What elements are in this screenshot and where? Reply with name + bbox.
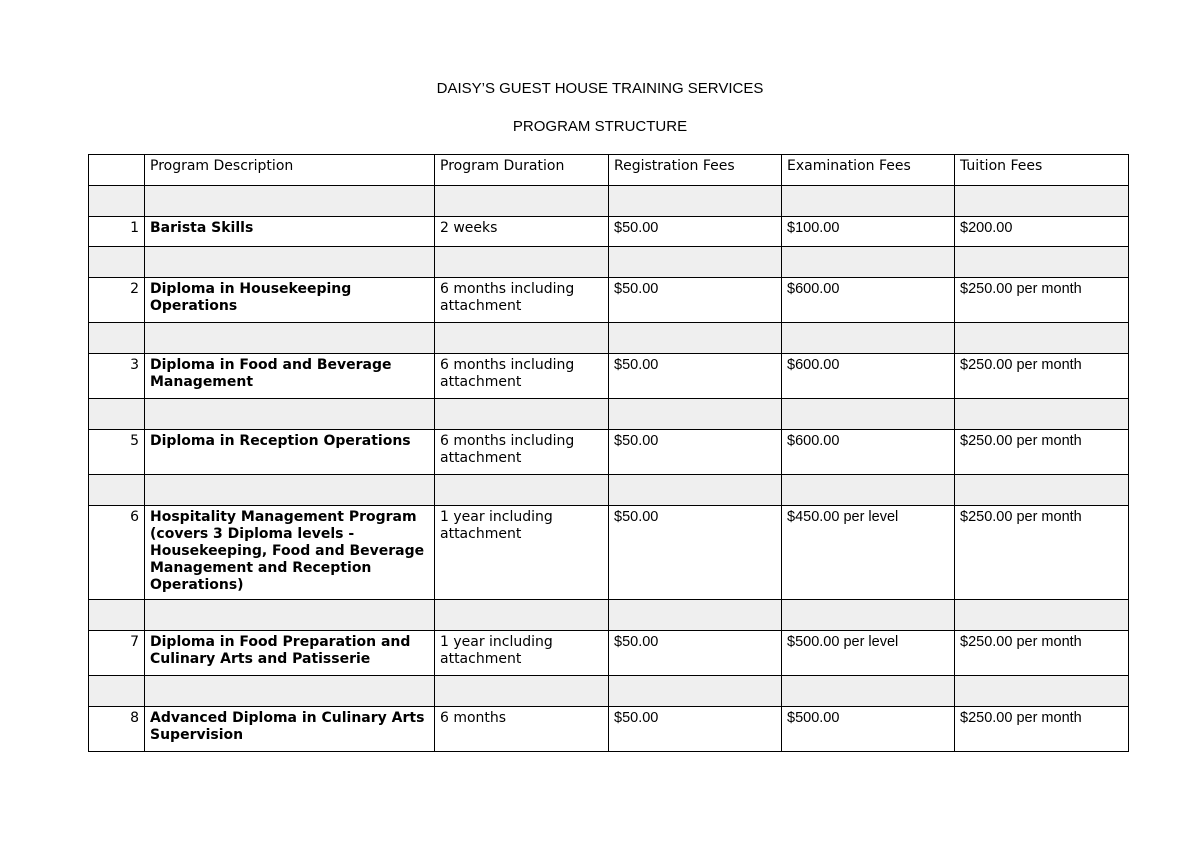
row-number: 8 — [89, 707, 145, 752]
program-description: Diploma in Housekeeping Operations — [145, 278, 435, 323]
row-number: 7 — [89, 631, 145, 676]
registration-fee: $50.00 — [609, 278, 782, 323]
spacer-row — [89, 475, 1129, 506]
spacer-row — [89, 399, 1129, 430]
examination-fee: $500.00 — [782, 707, 955, 752]
examination-fee: $600.00 — [782, 430, 955, 475]
program-description: Diploma in Food Preparation and Culinary Arts and Patisserie — [145, 631, 435, 676]
document-subtitle: PROGRAM STRUCTURE — [512, 118, 688, 135]
tuition-fee: $250.00 per month — [955, 354, 1129, 399]
table-row — [89, 354, 1129, 399]
header-cell-duration: Program Duration — [435, 155, 609, 186]
table-row — [89, 278, 1129, 323]
program-duration: 6 months including attachment — [435, 354, 609, 399]
program-structure-table — [88, 154, 1129, 752]
registration-fee: $50.00 — [609, 354, 782, 399]
program-duration: 2 weeks — [435, 217, 609, 247]
program-duration: 6 months including attachment — [435, 430, 609, 475]
row-number: 1 — [89, 217, 145, 247]
row-number: 2 — [89, 278, 145, 323]
program-duration: 6 months including attachment — [435, 278, 609, 323]
spacer-row — [89, 323, 1129, 354]
spacer-row — [89, 186, 1129, 217]
tuition-fee: $250.00 per month — [955, 430, 1129, 475]
program-description: Diploma in Food and Beverage Management — [145, 354, 435, 399]
spacer-row — [89, 247, 1129, 278]
table-row — [89, 217, 1129, 247]
table-row — [89, 506, 1129, 600]
header-cell-registration: Registration Fees — [609, 155, 782, 186]
tuition-fee: $250.00 per month — [955, 631, 1129, 676]
row-number: 5 — [89, 430, 145, 475]
table-header-row — [89, 155, 1129, 186]
registration-fee: $50.00 — [609, 430, 782, 475]
tuition-fee: $250.00 per month — [955, 278, 1129, 323]
spacer-row — [89, 600, 1129, 631]
program-duration: 1 year including attachment — [435, 631, 609, 676]
row-number: 6 — [89, 506, 145, 600]
table-row — [89, 631, 1129, 676]
registration-fee: $50.00 — [609, 217, 782, 247]
program-description: Hospitality Management Program (covers 3 Diploma levels - Housekeeping, Food and Beverage Management and Reception Operations) — [145, 506, 435, 600]
header-cell-description: Program Description — [145, 155, 435, 186]
program-description: Advanced Diploma in Culinary Arts Supervision — [145, 707, 435, 752]
program-duration: 1 year including attachment — [435, 506, 609, 600]
table-row — [89, 707, 1129, 752]
examination-fee: $100.00 — [782, 217, 955, 247]
spacer-row — [89, 676, 1129, 707]
program-description: Barista Skills — [145, 217, 435, 247]
table-row — [89, 430, 1129, 475]
examination-fee: $450.00 per level — [782, 506, 955, 600]
registration-fee: $50.00 — [609, 631, 782, 676]
program-duration: 6 months — [435, 707, 609, 752]
header-cell-tuition: Tuition Fees — [955, 155, 1129, 186]
tuition-fee: $250.00 per month — [955, 707, 1129, 752]
registration-fee: $50.00 — [609, 707, 782, 752]
registration-fee: $50.00 — [609, 506, 782, 600]
examination-fee: $600.00 — [782, 354, 955, 399]
tuition-fee: $250.00 per month — [955, 506, 1129, 600]
header-cell-examination: Examination Fees — [782, 155, 955, 186]
examination-fee: $500.00 per level — [782, 631, 955, 676]
document-title: DAISY’S GUEST HOUSE TRAINING SERVICES — [436, 80, 764, 97]
tuition-fee: $200.00 — [955, 217, 1129, 247]
program-description: Diploma in Reception Operations — [145, 430, 435, 475]
row-number: 3 — [89, 354, 145, 399]
header-cell-number — [89, 155, 145, 186]
examination-fee: $600.00 — [782, 278, 955, 323]
